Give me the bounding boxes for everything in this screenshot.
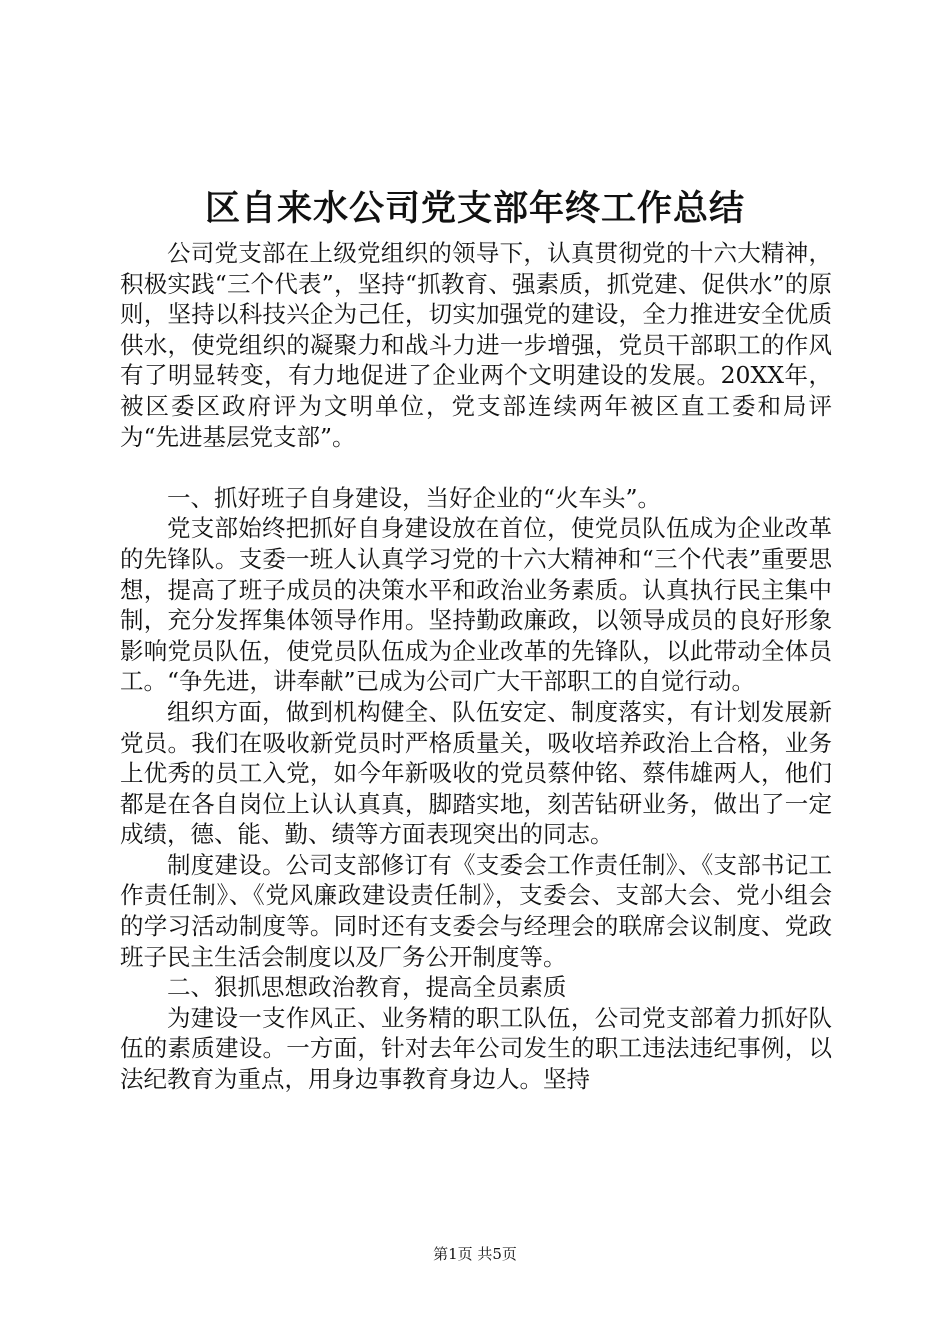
body-paragraph: 党支部始终把抓好自身建设放在首位，使党员队伍成为企业改革的先锋队。支委一班人认真学习党的十六大精神和“三个代表”重要思想，提高了班子成员的决策水平和政治业务素质。认真执行民主集中制，充分发挥集体领导作用。坚持勤政廉政，以领导成员的良好形象影响党员队伍，使党员队伍成为企业改革的先锋队，以此带动全体员工。“争先进，讲奉献”已成为公司广大干部职工的自觉行动。: [120, 514, 832, 696]
document-body: [120, 238, 832, 1095]
body-paragraph: 组织方面，做到机构健全、队伍安定、制度落实，有计划发展新党员。我们在吸收新党员时严格质量关，吸收培养政治上合格，业务上优秀的员工入党，如今年新吸收的党员蔡仲铭、蔡伟雄两人，他们都是在各自岗位上认认真真，脚踏实地，刻苦钻研业务，做出了一定成绩，德、能、勤、绩等方面表现突出的同志。: [120, 697, 832, 849]
document-title: 区自来水公司党支部年终工作总结: [204, 189, 745, 229]
section-heading-2: 二、狠抓思想政治教育，提高全员素质: [167, 973, 567, 1002]
body-paragraph: 制度建设。公司支部修订有《支委会工作责任制》、《支部书记工作责任制》、《党风廉政建设责任制》，支委会、支部大会、党小组会的学习活动制度等。同时还有支委会与经理会的联席会议制度、党政班子民主生活会制度以及厂务公开制度等。: [120, 850, 832, 971]
page-footer: 第1页 共5页: [433, 1245, 517, 1263]
intro-paragraph: 公司党支部在上级党组织的领导下，认真贯彻党的十六大精神，积极实践“三个代表”，坚持“抓教育、强素质，抓党建、促供水”的原则，坚持以科技兴企为己任，切实加强党的建设，全力推进安全优质供水，使党组织的凝聚力和战斗力进一步增强，党员干部职工的作风有了明显转变，有力地促进了企业两个文明建设的发展。20XX年，被区委区政府评为文明单位，党支部连续两年被区直工委和局评为“先进基层党支部”。: [120, 239, 832, 451]
section-heading-1: 一、抓好班子自身建设，当好企业的“火车头”。: [167, 483, 662, 512]
body-paragraph: 为建设一支作风正、业务精的职工队伍，公司党支部着力抓好队伍的素质建设。一方面，针对去年公司发生的职工违法违纪事例，以法纪教育为重点，用身边事教育身边人。坚持: [120, 1003, 832, 1094]
